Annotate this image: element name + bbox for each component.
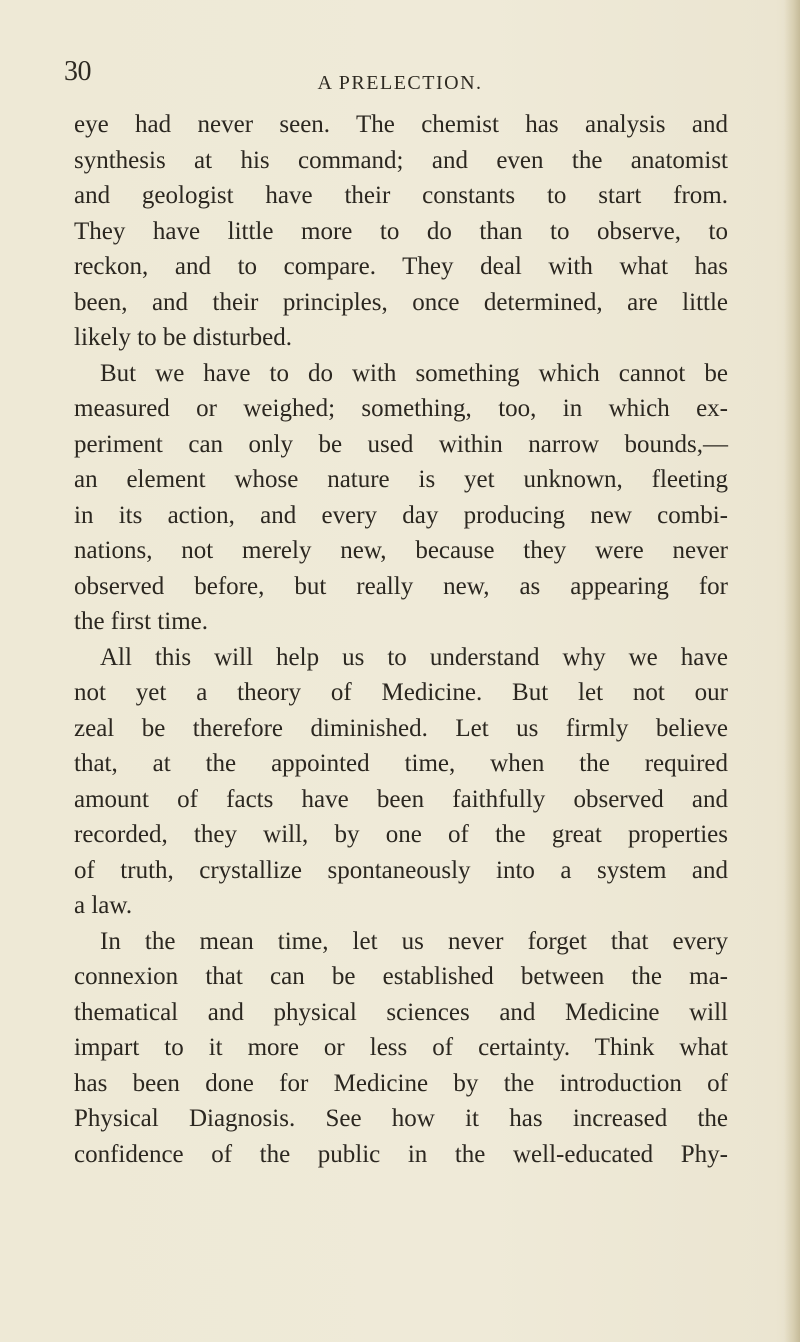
text-line: observed before, but really new, as appearing for (74, 572, 728, 600)
text-line: not yet a theory of Medicine. But let not our (74, 679, 728, 706)
text-line: synthesis at his command; and even the anatomist (74, 146, 728, 174)
paragraph-3 (74, 640, 728, 924)
paragraph-4 (74, 924, 728, 1173)
text-line: a law. (74, 892, 133, 919)
paragraph-2 (74, 356, 728, 640)
text-line: eye had never seen. The chemist has analysis and (74, 111, 728, 138)
text-line: likely to be disturbed. (74, 324, 293, 351)
running-head: A PRELECTION. (317, 72, 483, 94)
text-line: impart to it more or less of certainty. Think what (74, 1034, 728, 1061)
paragraph-1 (74, 107, 728, 356)
text-line: of truth, crystallize spontaneously into a system and (74, 856, 728, 884)
text-line: amount of facts have been faithfully observed and (74, 785, 728, 813)
text-line: and geologist have their constants to start from. (74, 182, 728, 209)
text-line: reckon, and to compare. They deal with what has (74, 253, 728, 280)
text-line: They have little more to do than to observe, to (74, 217, 728, 245)
text-line: confidence of the public in the well-educated Phy- (74, 1140, 728, 1168)
page-number: 30 (64, 56, 91, 87)
text-line: measured or weighed; something, too, in which ex- (74, 395, 728, 422)
text-line: In the mean time, let us never forget that every (100, 927, 728, 955)
text-line: in its action, and every day producing new combi- (74, 501, 728, 529)
body-text (74, 107, 728, 1172)
text-line: recorded, they will, by one of the great properties (74, 821, 728, 848)
text-line: Physical Diagnosis. See how it has increased the (74, 1105, 728, 1132)
text-line: been, and their principles, once determined, are little (74, 288, 728, 316)
text-line: an element whose nature is yet unknown, fleeting (74, 466, 728, 493)
text-line: zeal be therefore diminished. Let us firmly believe (74, 714, 728, 742)
text-line: nations, not merely new, because they were never (74, 537, 728, 564)
text-line: But we have to do with something which cannot be (100, 359, 728, 387)
text-line: All this will help us to understand why we have (100, 643, 728, 671)
text-line: that, at the appointed time, when the required (74, 750, 728, 777)
text-line: has been done for Medicine by the introduction of (74, 1069, 728, 1097)
text-line: thematical and physical sciences and Medicine will (74, 998, 728, 1026)
text-line: connexion that can be established between the ma- (74, 963, 728, 990)
text-line: the first time. (74, 608, 208, 635)
page-edge-shadow (784, 0, 800, 1342)
text-line: periment can only be used within narrow bounds,— (74, 430, 728, 458)
